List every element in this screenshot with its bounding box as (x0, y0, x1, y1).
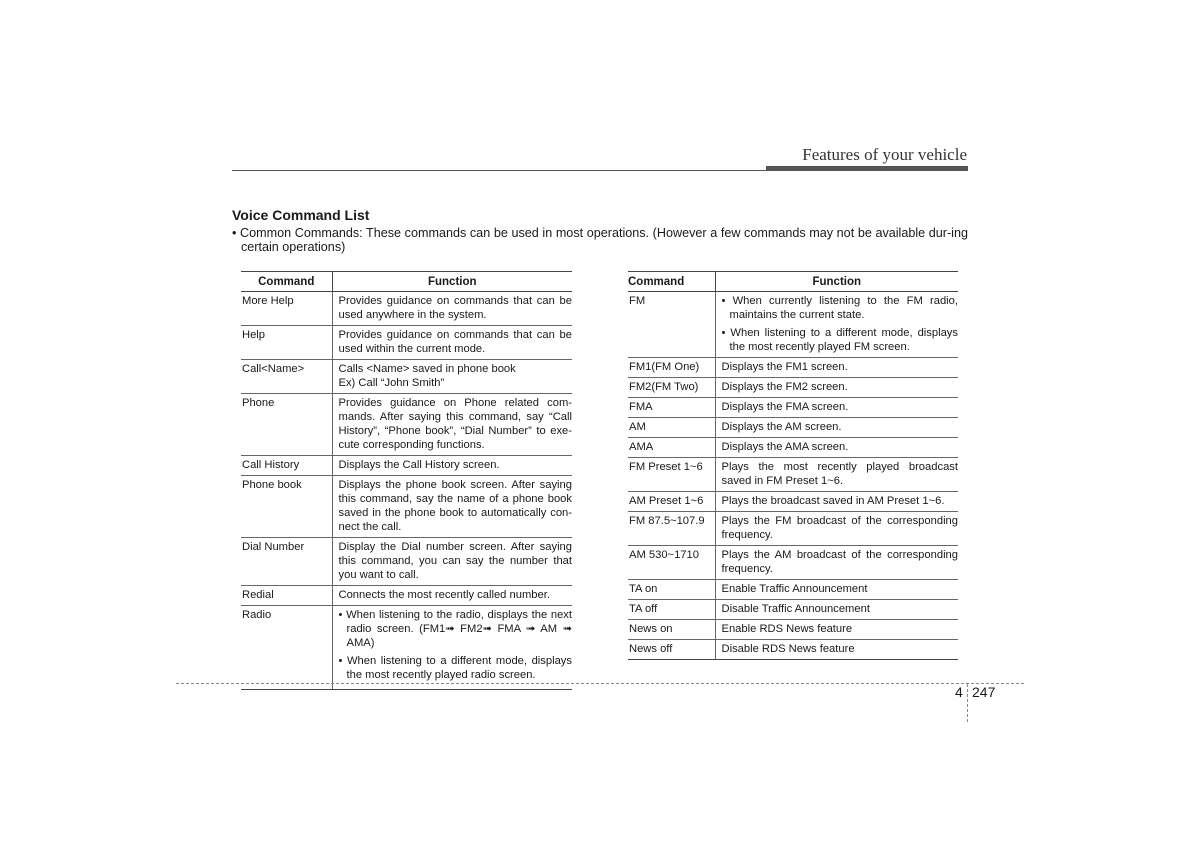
command-cell: Call<Name> (241, 360, 332, 394)
function-cell: Displays the FMA screen. (715, 398, 958, 418)
table-row (241, 606, 572, 690)
table-row (628, 546, 958, 580)
function-cell: Provides guidance on commands that can be used anywhere in the system. (332, 292, 572, 326)
table-row (628, 438, 958, 458)
table-row (628, 398, 958, 418)
command-cell: Radio (241, 606, 332, 690)
command-cell: Redial (241, 586, 332, 606)
table-row (628, 512, 958, 546)
function-line: Ex) Call “John Smith” (338, 377, 445, 389)
command-cell: FM2(FM Two) (628, 378, 715, 398)
table-row (241, 394, 572, 456)
command-cell: AM (628, 418, 715, 438)
table-row (628, 640, 958, 660)
command-cell: AMA (628, 438, 715, 458)
table-header-row (628, 272, 958, 292)
command-cell: AM 530~1710 (628, 546, 715, 580)
table-row (628, 358, 958, 378)
table-row (628, 292, 958, 358)
function-cell: Enable Traffic Announcement (715, 580, 958, 600)
table-row (241, 360, 572, 394)
function-cell: Disable RDS News feature (715, 640, 958, 660)
command-cell: Phone (241, 394, 332, 456)
function-cell: Plays the AM broadcast of the corresponding frequency. (715, 546, 958, 580)
function-cell (332, 606, 572, 690)
footer-dashed-rule (176, 683, 1024, 684)
section-title: Voice Command List (232, 207, 370, 223)
table-row (241, 476, 572, 538)
command-cell: FM1(FM One) (628, 358, 715, 378)
table-row (241, 292, 572, 326)
function-bullet: • When listening to the radio, displays the next radio screen. (FM1➟ FM2➟ FMA ➟ AM ➟ AMA) (338, 609, 572, 649)
function-cell: Connects the most recently called number. (332, 586, 572, 606)
table-row (628, 378, 958, 398)
command-cell: TA off (628, 600, 715, 620)
command-cell: Help (241, 326, 332, 360)
command-cell: News on (628, 620, 715, 640)
header-bar (766, 166, 968, 171)
command-cell: FM 87.5~107.9 (628, 512, 715, 546)
table-row (241, 586, 572, 606)
voice-command-table-left (241, 271, 572, 690)
function-cell: Provides guidance on commands that can be used within the current mode. (332, 326, 572, 360)
command-cell: FM (628, 292, 715, 358)
table-row (628, 458, 958, 492)
function-bullet: • When listening to a different mode, displays the most recently played FM screen. (721, 327, 958, 353)
table-row (628, 600, 958, 620)
function-cell: Displays the AMA screen. (715, 438, 958, 458)
function-cell: Displays the Call History screen. (332, 456, 572, 476)
command-cell: More Help (241, 292, 332, 326)
function-cell: Enable RDS News feature (715, 620, 958, 640)
column-header-command: Command (241, 272, 332, 292)
table-row (628, 418, 958, 438)
function-cell: Disable Traffic Announcement (715, 600, 958, 620)
function-cell: Provides guidance on Phone related com-mands. After saying this command, say “Call History”, “Phone book”, “Dial Number” to exe-cute corresponding functions. (332, 394, 572, 456)
function-cell: Plays the broadcast saved in AM Preset 1~6. (715, 492, 958, 512)
function-cell: Plays the FM broadcast of the corresponding frequency. (715, 512, 958, 546)
table-header-row (241, 272, 572, 292)
function-cell: Displays the FM1 screen. (715, 358, 958, 378)
table-row (628, 620, 958, 640)
function-bullet: • When listening to a different mode, displays the most recently played radio screen. (338, 655, 572, 681)
table-row (241, 456, 572, 476)
voice-command-table-right (628, 271, 958, 660)
command-cell: FM Preset 1~6 (628, 458, 715, 492)
column-header-function: Function (715, 272, 958, 292)
table-row (628, 580, 958, 600)
column-header-function: Function (332, 272, 572, 292)
chapter-number: 4 (955, 684, 963, 700)
function-bullet: • When currently listening to the FM radio, maintains the current state. (721, 295, 958, 321)
function-cell (332, 360, 572, 394)
page-number: 247 (972, 684, 996, 700)
command-cell: Phone book (241, 476, 332, 538)
function-cell: Displays the phone book screen. After saying this command, say the name of a phone book saved in the phone book to automatically con-nect the call. (332, 476, 572, 538)
function-cell (715, 292, 958, 358)
function-line: Calls <Name> saved in phone book (338, 363, 516, 375)
column-header-command: Command (628, 272, 715, 292)
command-cell: FMA (628, 398, 715, 418)
footer-dashed-divider (967, 684, 968, 722)
command-cell: Dial Number (241, 538, 332, 586)
command-cell: TA on (628, 580, 715, 600)
table-row (241, 326, 572, 360)
command-cell: Call History (241, 456, 332, 476)
function-cell: Plays the most recently played broadcast saved in FM Preset 1~6. (715, 458, 958, 492)
running-header-title: Features of your vehicle (802, 145, 967, 164)
function-cell: Display the Dial number screen. After saying this command, you can say the number that you want to call. (332, 538, 572, 586)
command-cell: News off (628, 640, 715, 660)
intro-paragraph: • Common Commands: These commands can be used in most operations. (However a few commands may not be available dur-ing certain operations) (232, 226, 968, 254)
function-cell: Displays the FM2 screen. (715, 378, 958, 398)
command-cell: AM Preset 1~6 (628, 492, 715, 512)
table-row (628, 492, 958, 512)
function-cell: Displays the AM screen. (715, 418, 958, 438)
table-row (241, 538, 572, 586)
